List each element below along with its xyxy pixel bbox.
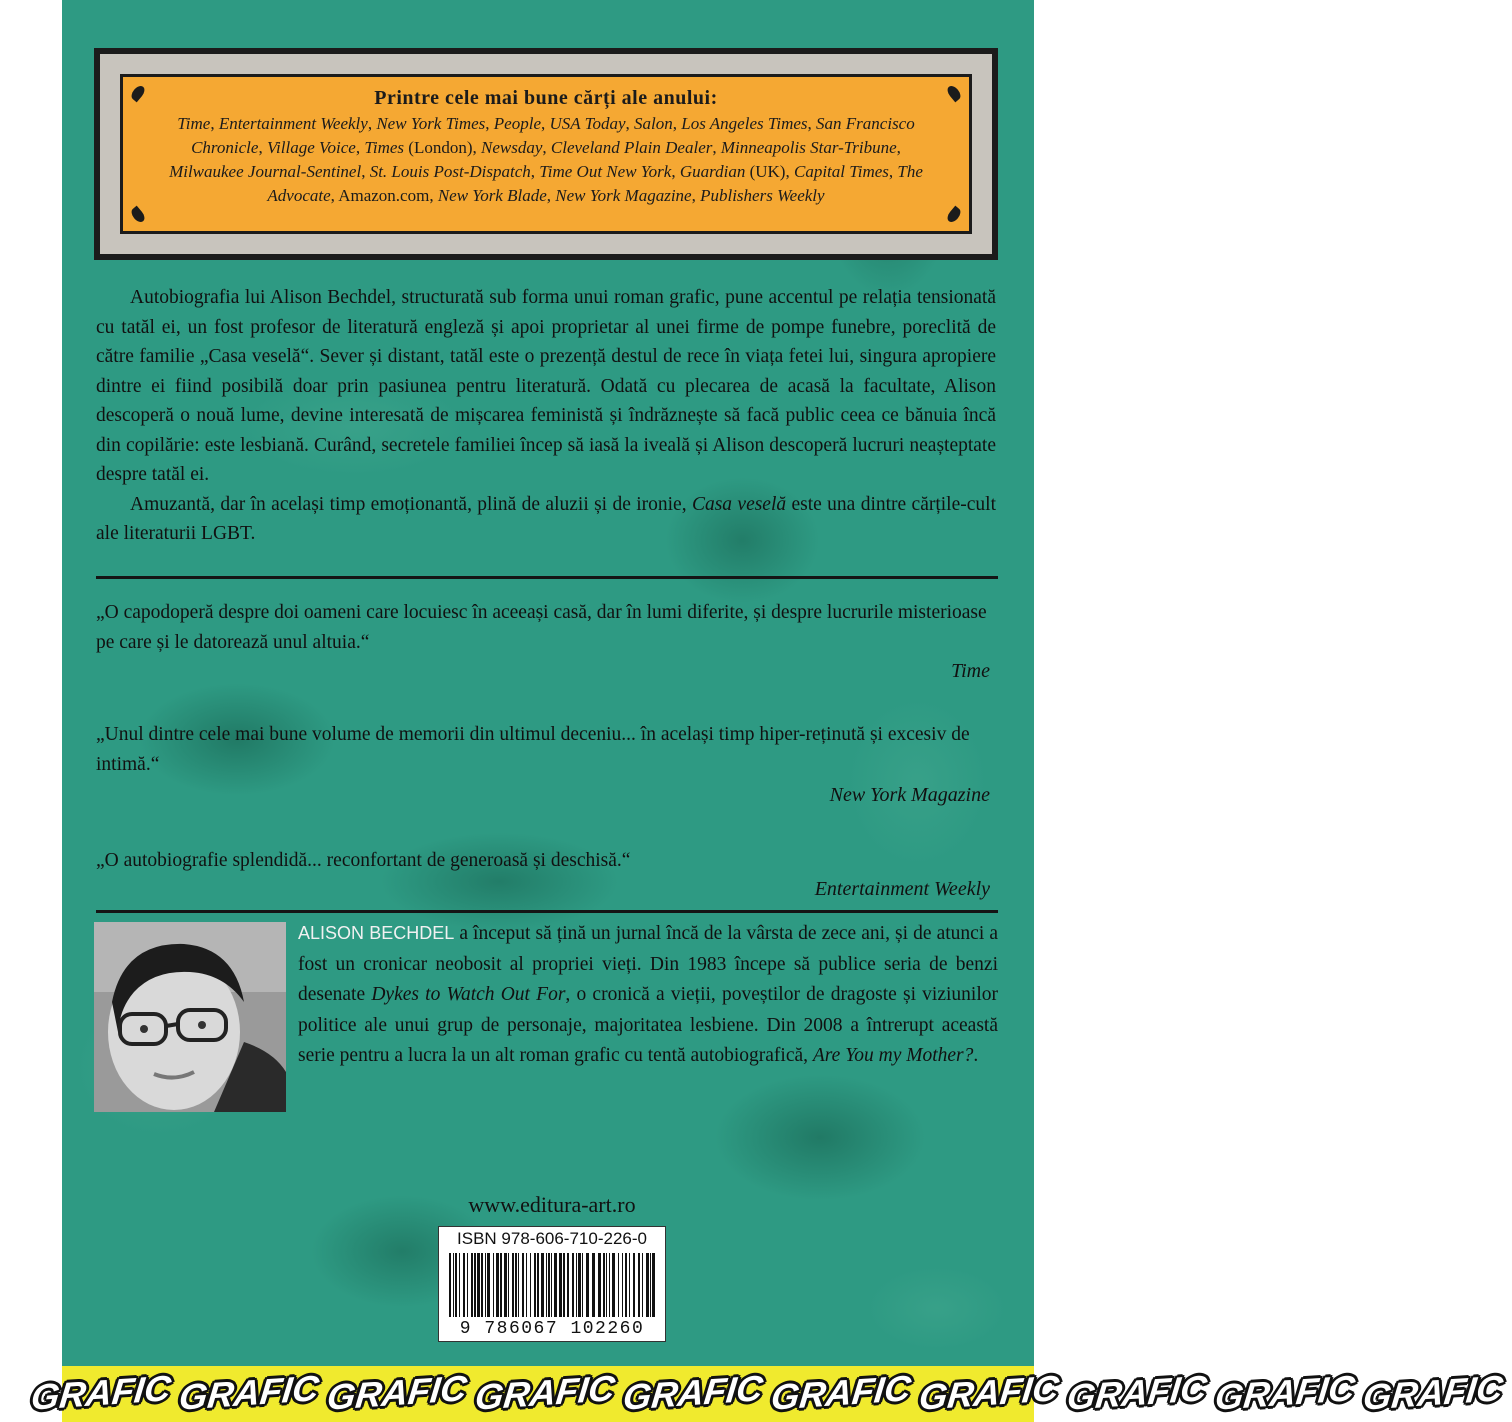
isbn-label: ISBN 978-606-710-226-0	[457, 1229, 647, 1248]
bio-text: .	[973, 1045, 979, 1066]
barcode-bar	[487, 1253, 490, 1317]
grafic-word: GRAFIC	[1361, 1367, 1505, 1418]
synopsis-paragraph: Autobiografia lui Alison Bechdel, structurată sub forma unui roman grafic, pune accentul pe relația tensionată cu tatăl ei, un fost profesor de literatură engleză și apoi proprietar al unei firme de pompe funebre, poreclită de către familie „Casa veselă“. Sever și distant, tatăl este o prezență destul de rece în viața fetei lui, singura apropiere dintre ei fiind posibilă doar prin pasiunea pentru literatură. Odată cu plecarea de acasă la facultate, Alison descoperă o nouă lume, devine interesată de mișcarea feministă și îndrăznește să facă public ceea ce bănuia încă din copilărie: este lesbiană. Curând, secretele familiei încep să iasă la iveală și Alison descoperă lucruri neașteptate despre tatăl ei.	[96, 287, 996, 485]
publication-name: People	[493, 114, 541, 133]
barcode-bar	[551, 1253, 552, 1317]
barcode-bar	[455, 1253, 457, 1317]
barcode-bars	[447, 1253, 657, 1317]
publication-separator: ,	[541, 114, 550, 133]
publication-name: USA Today	[549, 114, 626, 133]
barcode-bar	[512, 1253, 514, 1317]
grafic-word: GRAFIC	[1065, 1367, 1209, 1418]
grafic-word: GRAFIC	[769, 1367, 913, 1418]
barcode-bar	[534, 1253, 536, 1317]
barcode-bar	[625, 1253, 627, 1317]
best-of-box	[94, 48, 998, 260]
bio-text: , o cronică a vieții, poveștilor de dragoste și viziunilor politice ale unui grup de personaje, majoritatea lesbiene. Din 2008 a întrerupt această serie pentru a lucra la un alt roman grafic cu tentă autobiografică,	[298, 984, 998, 1066]
barcode-bar	[559, 1253, 562, 1317]
barcode-bar	[598, 1253, 601, 1317]
publication-separator: ,	[625, 114, 635, 133]
barcode-bar	[526, 1253, 527, 1317]
barcode-bar	[474, 1253, 476, 1317]
barcode-bar	[522, 1253, 524, 1317]
publication-separator: ,	[542, 138, 551, 157]
grafic-word: GRAFIC	[29, 1367, 173, 1418]
grafic-word: GRAFIC	[917, 1367, 1061, 1418]
publication-separator: ,	[367, 114, 377, 133]
barcode-bar	[471, 1253, 473, 1317]
author-name: ALISON BECHDEL	[298, 923, 455, 943]
publication-separator: ,	[807, 114, 817, 133]
publication-name: The Advocate	[267, 162, 923, 205]
synopsis-text: Amuzantă, dar în același timp emoționantă, plină de aluzii și de ironie,	[130, 493, 692, 515]
barcode-bar	[646, 1253, 649, 1317]
barcode-bar	[449, 1253, 451, 1317]
divider	[96, 576, 998, 579]
publication-name: New York Times	[376, 114, 486, 133]
barcode-bar	[541, 1253, 544, 1317]
barcode-bar	[603, 1253, 605, 1317]
publication-separator: ,	[258, 138, 267, 157]
barcode-bar	[459, 1253, 460, 1317]
book-title: Are You my Mother?	[812, 1045, 974, 1066]
grafic-band	[29, 1366, 1505, 1422]
publication-separator: (UK),	[745, 162, 794, 181]
barcode-bar	[463, 1253, 465, 1317]
corner-leaf-icon	[129, 84, 147, 103]
barcode-bar	[652, 1253, 655, 1317]
publication-name: Los Angeles Times	[681, 114, 808, 133]
publication-separator: (London),	[404, 138, 481, 157]
review-source: New York Magazine	[829, 784, 990, 806]
publication-name: New York Magazine	[555, 186, 692, 205]
publication-name: Milwaukee Journal-Sentinel	[169, 162, 362, 181]
barcode-bar	[493, 1253, 494, 1317]
barcode-bar	[586, 1253, 589, 1317]
barcode-bar	[633, 1253, 635, 1317]
barcode-bar	[567, 1253, 569, 1317]
corner-leaf-icon	[945, 206, 963, 225]
publication-name: Newsday	[481, 138, 543, 157]
grafic-word: GRAFIC	[177, 1367, 321, 1418]
review-quote: „Unul dintre cele mai bune volume de memorii din ultimul deceniu... în același timp hiper-reținută și excesiv de intimă.“	[96, 724, 970, 775]
publication-separator: , Amazon.com,	[330, 186, 438, 205]
series-title: Dykes to Watch Out For	[371, 984, 566, 1005]
barcode-bar	[537, 1253, 539, 1317]
barcode-bar	[508, 1253, 509, 1317]
barcode-bar	[481, 1253, 483, 1317]
publication-separator: ,	[355, 138, 365, 157]
barcode-bar	[622, 1253, 623, 1317]
publication-separator: ,	[712, 138, 721, 157]
barcode-bar	[642, 1253, 643, 1317]
publisher-website: www.editura-art.ro	[468, 1192, 636, 1217]
barcode-bar	[548, 1253, 550, 1317]
publication-separator: ,	[530, 162, 540, 181]
barcode-bar	[485, 1253, 486, 1317]
barcode-bar	[578, 1253, 581, 1317]
barcode-bar	[629, 1253, 630, 1317]
barcode-bar	[582, 1253, 583, 1317]
review-source: Entertainment Weekly	[814, 878, 990, 900]
barcode-bar	[606, 1253, 607, 1317]
publication-name: Publishers Weekly	[700, 186, 825, 205]
ean-digits: 9 786067 102260	[459, 1319, 645, 1339]
publication-list	[153, 112, 939, 208]
synopsis-text: este una dintre cărțile-cult ale literaturii LGBT.	[96, 493, 996, 544]
barcode-bar	[638, 1253, 640, 1317]
publication-name: Capital Times	[793, 162, 889, 181]
synopsis	[96, 283, 996, 549]
barcode-bar	[453, 1253, 454, 1317]
divider	[96, 910, 998, 913]
barcode-bar	[618, 1253, 619, 1317]
synopsis-paragraph	[96, 490, 996, 549]
publication-separator: ,	[672, 114, 682, 133]
publication-name: Time Out New York	[539, 162, 672, 181]
publication-name: Entertainment Weekly	[218, 114, 368, 133]
grafic-word: GRAFIC	[325, 1367, 469, 1418]
grafic-word: GRAFIC	[1213, 1367, 1357, 1418]
author-bio	[298, 918, 998, 1072]
barcode-bar	[467, 1253, 468, 1317]
grafic-row	[29, 1367, 1512, 1418]
publication-name: Salon	[634, 114, 673, 133]
review-source: Time	[951, 660, 990, 682]
author-photo	[94, 922, 286, 1112]
publication-name: St. Louis Post-Dispatch	[369, 162, 531, 181]
barcode-bar	[504, 1253, 507, 1317]
publication-separator: ,	[210, 114, 219, 133]
barcode-bar	[592, 1253, 595, 1317]
barcode-bar	[546, 1253, 547, 1317]
book-title: Casa veselă	[691, 493, 787, 515]
corner-leaf-icon	[129, 206, 147, 225]
publication-name: Times	[364, 138, 405, 157]
barcode-bar	[576, 1253, 577, 1317]
author-portrait-icon	[94, 922, 286, 1112]
publication-separator: ,	[485, 114, 494, 133]
barcode-bar	[500, 1253, 502, 1317]
barcode-bar	[515, 1253, 517, 1317]
publication-separator: ,	[671, 162, 680, 181]
publication-separator: ,	[896, 138, 901, 157]
barcode-bar	[554, 1253, 557, 1317]
barcode-bar	[572, 1253, 574, 1317]
publication-name: Minneapolis Star-Tribune	[720, 138, 897, 157]
publication-separator: ,	[888, 162, 898, 181]
publication-name: Time	[177, 114, 211, 133]
review-quote: „O capodoperă despre doi oameni care locuiesc în aceeași casă, dar în lumi diferite, și despre lucrurile misterioase pe care și le datorează unul altuia.“	[96, 602, 987, 653]
corner-leaf-icon	[945, 84, 963, 103]
barcode-bar	[612, 1253, 615, 1317]
publication-name: New York Blade	[437, 186, 547, 205]
publication-name: Guardian	[679, 162, 746, 181]
publication-separator: ,	[691, 186, 701, 205]
barcode-bar	[496, 1253, 499, 1317]
best-of-title: Printre cele mai bune cărți ale anului:	[374, 87, 718, 109]
barcode-bar	[518, 1253, 519, 1317]
publication-separator: ,	[361, 162, 370, 181]
publication-name: San Francisco Chronicle	[191, 114, 915, 157]
review-quote: „O autobiografie splendidă... reconfortant de generoasă și deschisă.“	[96, 850, 631, 871]
bio-text: a început să țină un jurnal încă de la vârsta de zece ani, și de atunci a fost un cronicar neobosit al propriei vieți. Din 1983 începe să publice seria de benzi desenate	[298, 923, 998, 1005]
barcode-bar	[477, 1253, 480, 1317]
grafic-word: GRAFIC	[621, 1367, 765, 1418]
barcode-bar	[609, 1253, 610, 1317]
barcode-bar	[563, 1253, 565, 1317]
publication-separator: ,	[546, 186, 556, 205]
barcode-bar	[650, 1253, 651, 1317]
publication-name: Village Voice	[266, 138, 356, 157]
best-of-panel	[120, 74, 972, 234]
grafic-word: GRAFIC	[473, 1367, 617, 1418]
isbn-barcode	[438, 1226, 666, 1342]
barcode-bar	[530, 1253, 531, 1317]
publication-name: Cleveland Plain Dealer	[550, 138, 713, 157]
